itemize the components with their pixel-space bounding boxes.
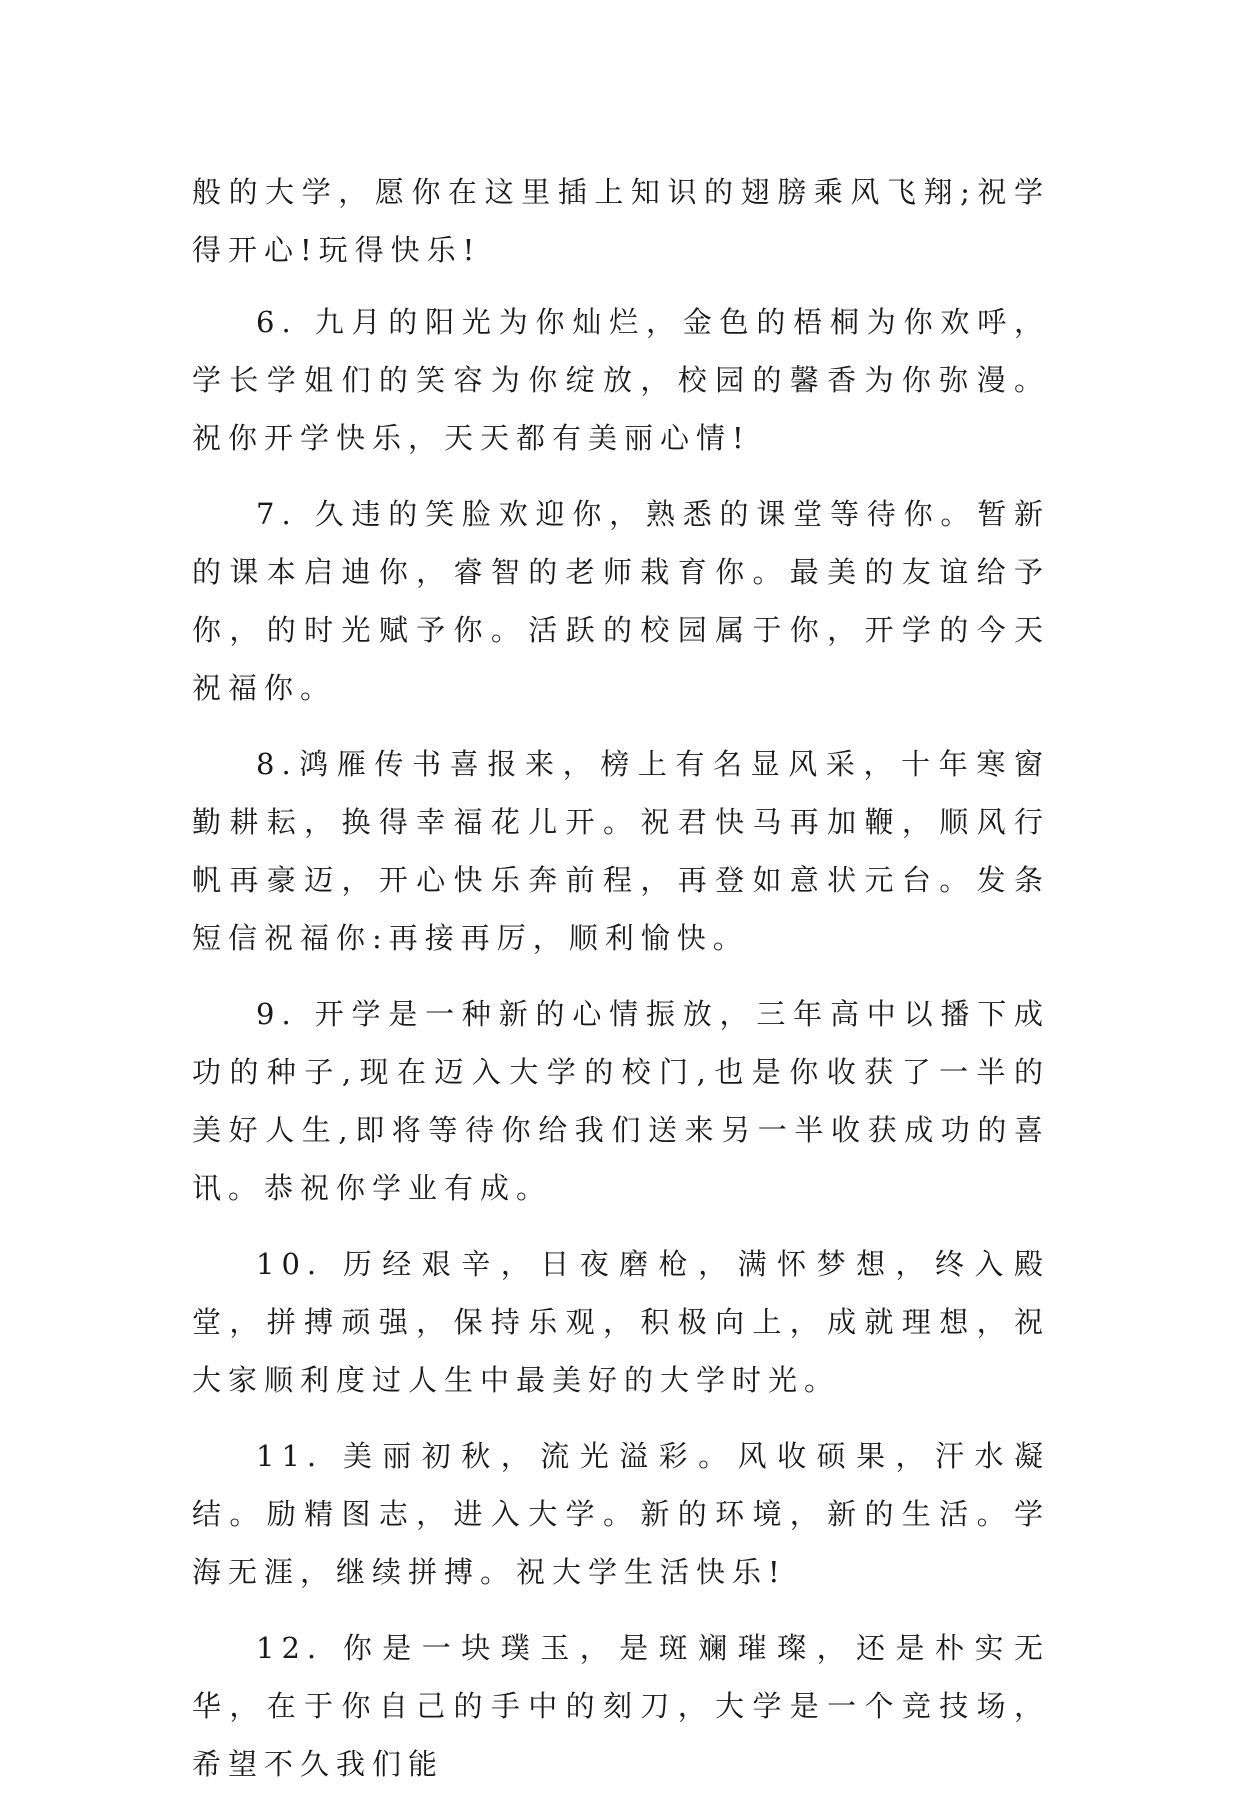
paragraph-item-8: 8.鸿雁传书喜报来，榜上有名显风采，十年寒窗勤耕耘，换得幸福花儿开。祝君快马再加鞭，顺风行帆再豪迈，开心快乐奔前程，再登如意状元台。发条短信祝福你:再接再厉，顺利愉快。 (192, 747, 1050, 955)
paragraph-continuation: 般的大学，愿你在这里插上知识的翅膀乘风飞翔;祝学得开心!玩得快乐! (192, 175, 1050, 267)
document-body (192, 163, 1050, 1811)
paragraph-item-7: 7. 久违的笑脸欢迎你，熟悉的课堂等待你。暂新的课本启迪你，睿智的老师栽育你。最美的友谊给予你，的时光赋予你。活跃的校园属于你，开学的今天祝福你。 (192, 497, 1050, 705)
paragraph-item-10: 10. 历经艰辛，日夜磨枪，满怀梦想，终入殿堂，拼搏顽强，保持乐观，积极向上，成就理想，祝大家顺利度过人生中最美好的大学时光。 (192, 1247, 1050, 1397)
paragraph-item-11: 11. 美丽初秋，流光溢彩。风收硕果，汗水凝结。励精图志，进入大学。新的环境，新的生活。学海无涯，继续拼搏。祝大学生活快乐! (192, 1439, 1050, 1589)
paragraph-item-9: 9. 开学是一种新的心情振放，三年高中以播下成功的种子,现在迈入大学的校门,也是你收获了一半的美好人生,即将等待你给我们送来另一半收获成功的喜讯。恭祝你学业有成。 (192, 997, 1050, 1205)
paragraph-item-12: 12. 你是一块璞玉，是斑斓璀璨，还是朴实无华，在于你自己的手中的刻刀，大学是一个竞技场，希望不久我们能 (192, 1631, 1050, 1781)
paragraph-item-6: 6. 九月的阳光为你灿烂，金色的梧桐为你欢呼，学长学姐们的笑容为你绽放，校园的馨香为你弥漫。祝你开学快乐，天天都有美丽心情! (192, 305, 1050, 455)
